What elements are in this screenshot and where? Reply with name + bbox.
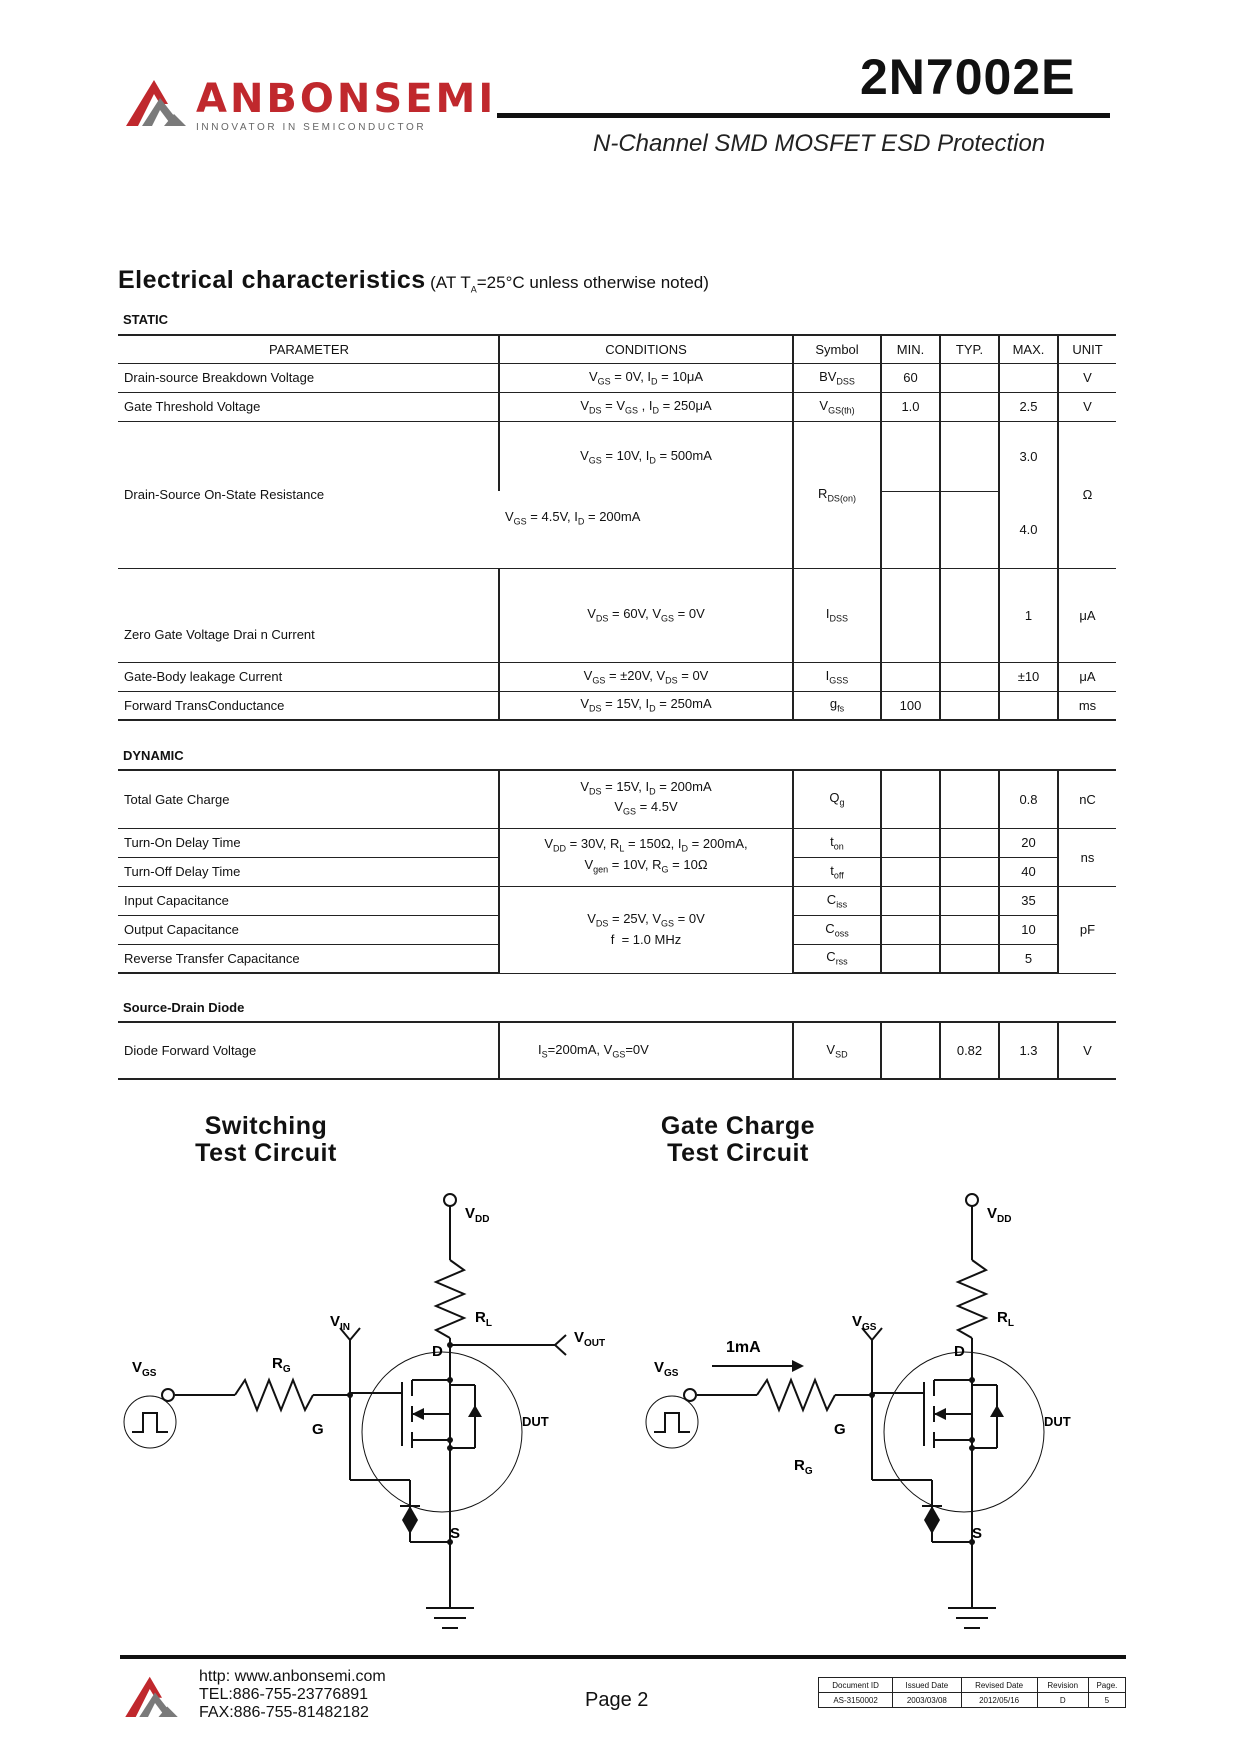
dynamic-table — [118, 769, 1116, 974]
min-cell — [881, 944, 940, 973]
col-header: TYP. — [940, 335, 999, 363]
table-row — [118, 828, 1116, 857]
conditions-cell: $V_{DS} = 15V$, $I_D = 250mA$ — [499, 691, 793, 720]
min-cell — [881, 491, 940, 568]
table-row — [118, 392, 1116, 421]
col-header: Symbol — [793, 335, 881, 363]
gate-charge-test-circuit — [632, 1170, 1192, 1730]
rg-label: $R_G$ — [272, 1355, 291, 1375]
max-cell: 20 — [999, 828, 1058, 857]
param-cell: Reverse Transfer Capacitance — [118, 944, 499, 973]
symbol-cell: $I_{GSS}$ — [793, 662, 881, 691]
max-cell — [999, 363, 1058, 392]
typ-cell — [940, 568, 999, 662]
col-header: UNIT — [1058, 335, 1116, 363]
col-header: PARAMETER — [118, 335, 499, 363]
diode-table — [118, 1021, 1116, 1080]
conditions-cell: $V_{DS} = 15V$, $I_D = 200mA$ $V_{GS} = 4.5V$ — [499, 770, 793, 828]
symbol-cell: $I_{DSS}$ — [793, 568, 881, 662]
table-row — [118, 421, 1116, 491]
typ-cell — [940, 828, 999, 857]
part-number: 2N7002E — [860, 49, 1076, 105]
static-table — [118, 334, 1116, 721]
rg-label: $R_G$ — [794, 1457, 813, 1477]
footer-fax: FAX:886-755-81482182 — [199, 1704, 369, 1721]
conditions-cell: $V_{GS} = 10V$, $I_D = 500mA$ — [499, 421, 793, 491]
g-label: G — [312, 1421, 324, 1438]
conditions-cell: $V_{DD} = 30V$, $R_L = 150\Omega$, $I_D = 200mA$, $V_{gen} = 10V$, $R_G = 10\Omega$ — [499, 828, 793, 886]
doc-header-cell: Revised Date — [961, 1678, 1037, 1693]
conditions-cell: $V_{GS} = 4.5V$, $I_D = 200mA$ — [499, 491, 793, 568]
symbol-cell: $C_{oss}$ — [793, 915, 881, 944]
param-cell: Drain-source Breakdown Voltage — [118, 363, 499, 392]
param-cell: Zero Gate Voltage Drai n Current — [118, 568, 499, 662]
param-cell: Drain-Source On-State Resistance — [118, 421, 499, 568]
doc-header-cell: Issued Date — [893, 1678, 961, 1693]
unit-cell: V — [1058, 1022, 1116, 1079]
vgs-label: $V_{GS}$ — [132, 1359, 157, 1379]
typ-cell — [940, 662, 999, 691]
col-header: MAX. — [999, 335, 1058, 363]
footer-tel: TEL:886-755-23776891 — [199, 1686, 369, 1703]
min-cell — [881, 915, 940, 944]
unit-cell: μA — [1058, 662, 1116, 691]
symbol-cell: $V_{GS(th)}$ — [793, 392, 881, 421]
conditions-cell: $V_{GS} = 0V$, $I_D = 10\mu A$ — [499, 363, 793, 392]
header-rule — [497, 113, 1110, 118]
vout-label: $V_{OUT}$ — [574, 1329, 606, 1349]
min-cell: 1.0 — [881, 392, 940, 421]
brand-logo — [120, 72, 497, 133]
table-row — [118, 363, 1116, 392]
table-header-row — [118, 335, 1116, 363]
max-cell: 2.5 — [999, 392, 1058, 421]
min-cell: 100 — [881, 691, 940, 720]
max-cell: 35 — [999, 886, 1058, 915]
min-cell — [881, 828, 940, 857]
param-cell: Total Gate Charge — [118, 770, 499, 828]
typ-cell — [940, 857, 999, 886]
section-note: (AT $T_A=25^\circ C$ unless otherwise noted) — [430, 273, 709, 295]
switching-circuit-title: Switching Test Circuit — [195, 1112, 337, 1167]
diode-label: Source-Drain Diode — [123, 1000, 245, 1015]
doc-value-cell: 5 — [1088, 1693, 1125, 1708]
unit-cell: Ω — [1058, 421, 1116, 568]
table-row — [118, 662, 1116, 691]
max-cell: 10 — [999, 915, 1058, 944]
min-cell — [881, 1022, 940, 1079]
typ-cell — [940, 421, 999, 491]
s-label: S — [450, 1525, 461, 1542]
unit-cell: ns — [1058, 828, 1116, 886]
param-cell: Gate-Body leakage Current — [118, 662, 499, 691]
max-cell: 1 — [999, 568, 1058, 662]
param-cell: Forward TransConductance — [118, 691, 499, 720]
max-cell: 1.3 — [999, 1022, 1058, 1079]
unit-cell: pF — [1058, 886, 1116, 973]
symbol-cell: $Q_g$ — [793, 770, 881, 828]
param-cell: Gate Threshold Voltage — [118, 392, 499, 421]
param-cell: Turn-On Delay Time — [118, 828, 499, 857]
max-cell: 0.8 — [999, 770, 1058, 828]
footer-logo-icon — [120, 1670, 190, 1722]
vdd-label: $V_{DD}$ — [987, 1205, 1012, 1225]
table-row — [118, 770, 1116, 828]
static-label: STATIC — [123, 312, 169, 327]
page-number: Page 2 — [585, 1689, 649, 1711]
gate-charge-circuit-title: Gate Charge Test Circuit — [660, 1112, 816, 1167]
section-title: Electrical characteristics — [118, 266, 426, 294]
max-cell: 5 — [999, 944, 1058, 973]
conditions-cell: $I_S=200mA$, $V_{GS}=0V$ — [499, 1022, 793, 1079]
symbol-cell: $C_{rss}$ — [793, 944, 881, 973]
conditions-cell: $V_{DS} = 60V$, $V_{GS} = 0V$ — [499, 568, 793, 662]
doc-header-cell: Document ID — [819, 1678, 893, 1693]
min-cell — [881, 886, 940, 915]
min-cell — [881, 770, 940, 828]
doc-header-cell: Revision — [1037, 1678, 1088, 1693]
typ-cell — [940, 363, 999, 392]
max-cell: 3.0 — [999, 421, 1058, 491]
max-cell: 4.0 — [999, 491, 1058, 568]
typ-cell: 0.82 — [940, 1022, 999, 1079]
vin-label: $V_{IN}$ — [330, 1313, 351, 1333]
table-row — [118, 1022, 1116, 1079]
rl-label: $R_L$ — [997, 1309, 1014, 1329]
max-cell — [999, 691, 1058, 720]
dynamic-label: DYNAMIC — [123, 748, 184, 763]
doc-header-cell: Page. — [1088, 1678, 1125, 1693]
brand-name: ANBONSEMI — [196, 76, 497, 122]
unit-cell: μA — [1058, 568, 1116, 662]
logo-mark-icon — [120, 74, 200, 130]
d-label: D — [432, 1343, 443, 1360]
doc-value-cell: AS-3150002 — [819, 1693, 893, 1708]
max-cell: ±10 — [999, 662, 1058, 691]
brand-tagline: INNOVATOR IN SEMICONDUCTOR — [196, 122, 427, 133]
doc-value-cell: 2012/05/16 — [961, 1693, 1037, 1708]
unit-cell: ms — [1058, 691, 1116, 720]
table-row — [118, 568, 1116, 662]
typ-cell — [940, 392, 999, 421]
g-label: G — [834, 1421, 846, 1438]
symbol-cell: $R_{DS(on)}$ — [793, 421, 881, 568]
vgs-top-label: $V_{GS}$ — [852, 1313, 877, 1333]
min-cell — [881, 421, 940, 491]
typ-cell — [940, 944, 999, 973]
typ-cell — [940, 691, 999, 720]
table-row — [118, 886, 1116, 915]
conditions-cell: $V_{GS} = \pm 20V$, $V_{DS} = 0V$ — [499, 662, 793, 691]
min-cell — [881, 662, 940, 691]
current-label: 1mA — [726, 1339, 761, 1356]
typ-cell — [940, 770, 999, 828]
symbol-cell: $V_{SD}$ — [793, 1022, 881, 1079]
min-cell — [881, 857, 940, 886]
table-row — [118, 691, 1116, 720]
typ-cell — [940, 915, 999, 944]
symbol-cell: $t_{on}$ — [793, 828, 881, 857]
footer-rule — [120, 1655, 1126, 1659]
doc-value-cell: D — [1037, 1693, 1088, 1708]
vdd-label: $V_{DD}$ — [465, 1205, 490, 1225]
min-cell: 60 — [881, 363, 940, 392]
conditions-cell: $V_{DS} = V_{GS}$ , $I_D = 250\mu A$ — [499, 392, 793, 421]
d-label: D — [954, 1343, 965, 1360]
part-subtitle: N-Channel SMD MOSFET ESD Protection — [593, 130, 1046, 157]
doc-value-cell: 2003/03/08 — [893, 1693, 961, 1708]
symbol-cell: $C_{iss}$ — [793, 886, 881, 915]
rl-label: $R_L$ — [475, 1309, 492, 1329]
min-cell — [881, 568, 940, 662]
col-header: MIN. — [881, 335, 940, 363]
symbol-cell: $BV_{DSS}$ — [793, 363, 881, 392]
param-cell: Turn-Off Delay Time — [118, 857, 499, 886]
unit-cell: V — [1058, 392, 1116, 421]
typ-cell — [940, 491, 999, 568]
param-cell: Diode Forward Voltage — [118, 1022, 499, 1079]
s-label: S — [972, 1525, 983, 1542]
document-info-table — [818, 1677, 1126, 1708]
vgs-label: $V_{GS}$ — [654, 1359, 679, 1379]
unit-cell: nC — [1058, 770, 1116, 828]
symbol-cell: $t_{off}$ — [793, 857, 881, 886]
footer-url[interactable]: http: www.anbonsemi.com — [199, 1668, 386, 1685]
section-heading — [118, 266, 709, 295]
switching-test-circuit — [110, 1170, 670, 1730]
unit-cell: V — [1058, 363, 1116, 392]
dut-label: DUT — [522, 1414, 549, 1429]
dut-label: DUT — [1044, 1414, 1071, 1429]
param-cell: Output Capacitance — [118, 915, 499, 944]
param-cell: Input Capacitance — [118, 886, 499, 915]
footer-contact — [199, 1668, 386, 1722]
conditions-cell: $V_{DS} = 25V$, $V_{GS} = 0V$ f = 1.0 MHz — [499, 886, 793, 973]
symbol-cell: $g_{fs}$ — [793, 691, 881, 720]
col-header: CONDITIONS — [499, 335, 793, 363]
max-cell: 40 — [999, 857, 1058, 886]
typ-cell — [940, 886, 999, 915]
